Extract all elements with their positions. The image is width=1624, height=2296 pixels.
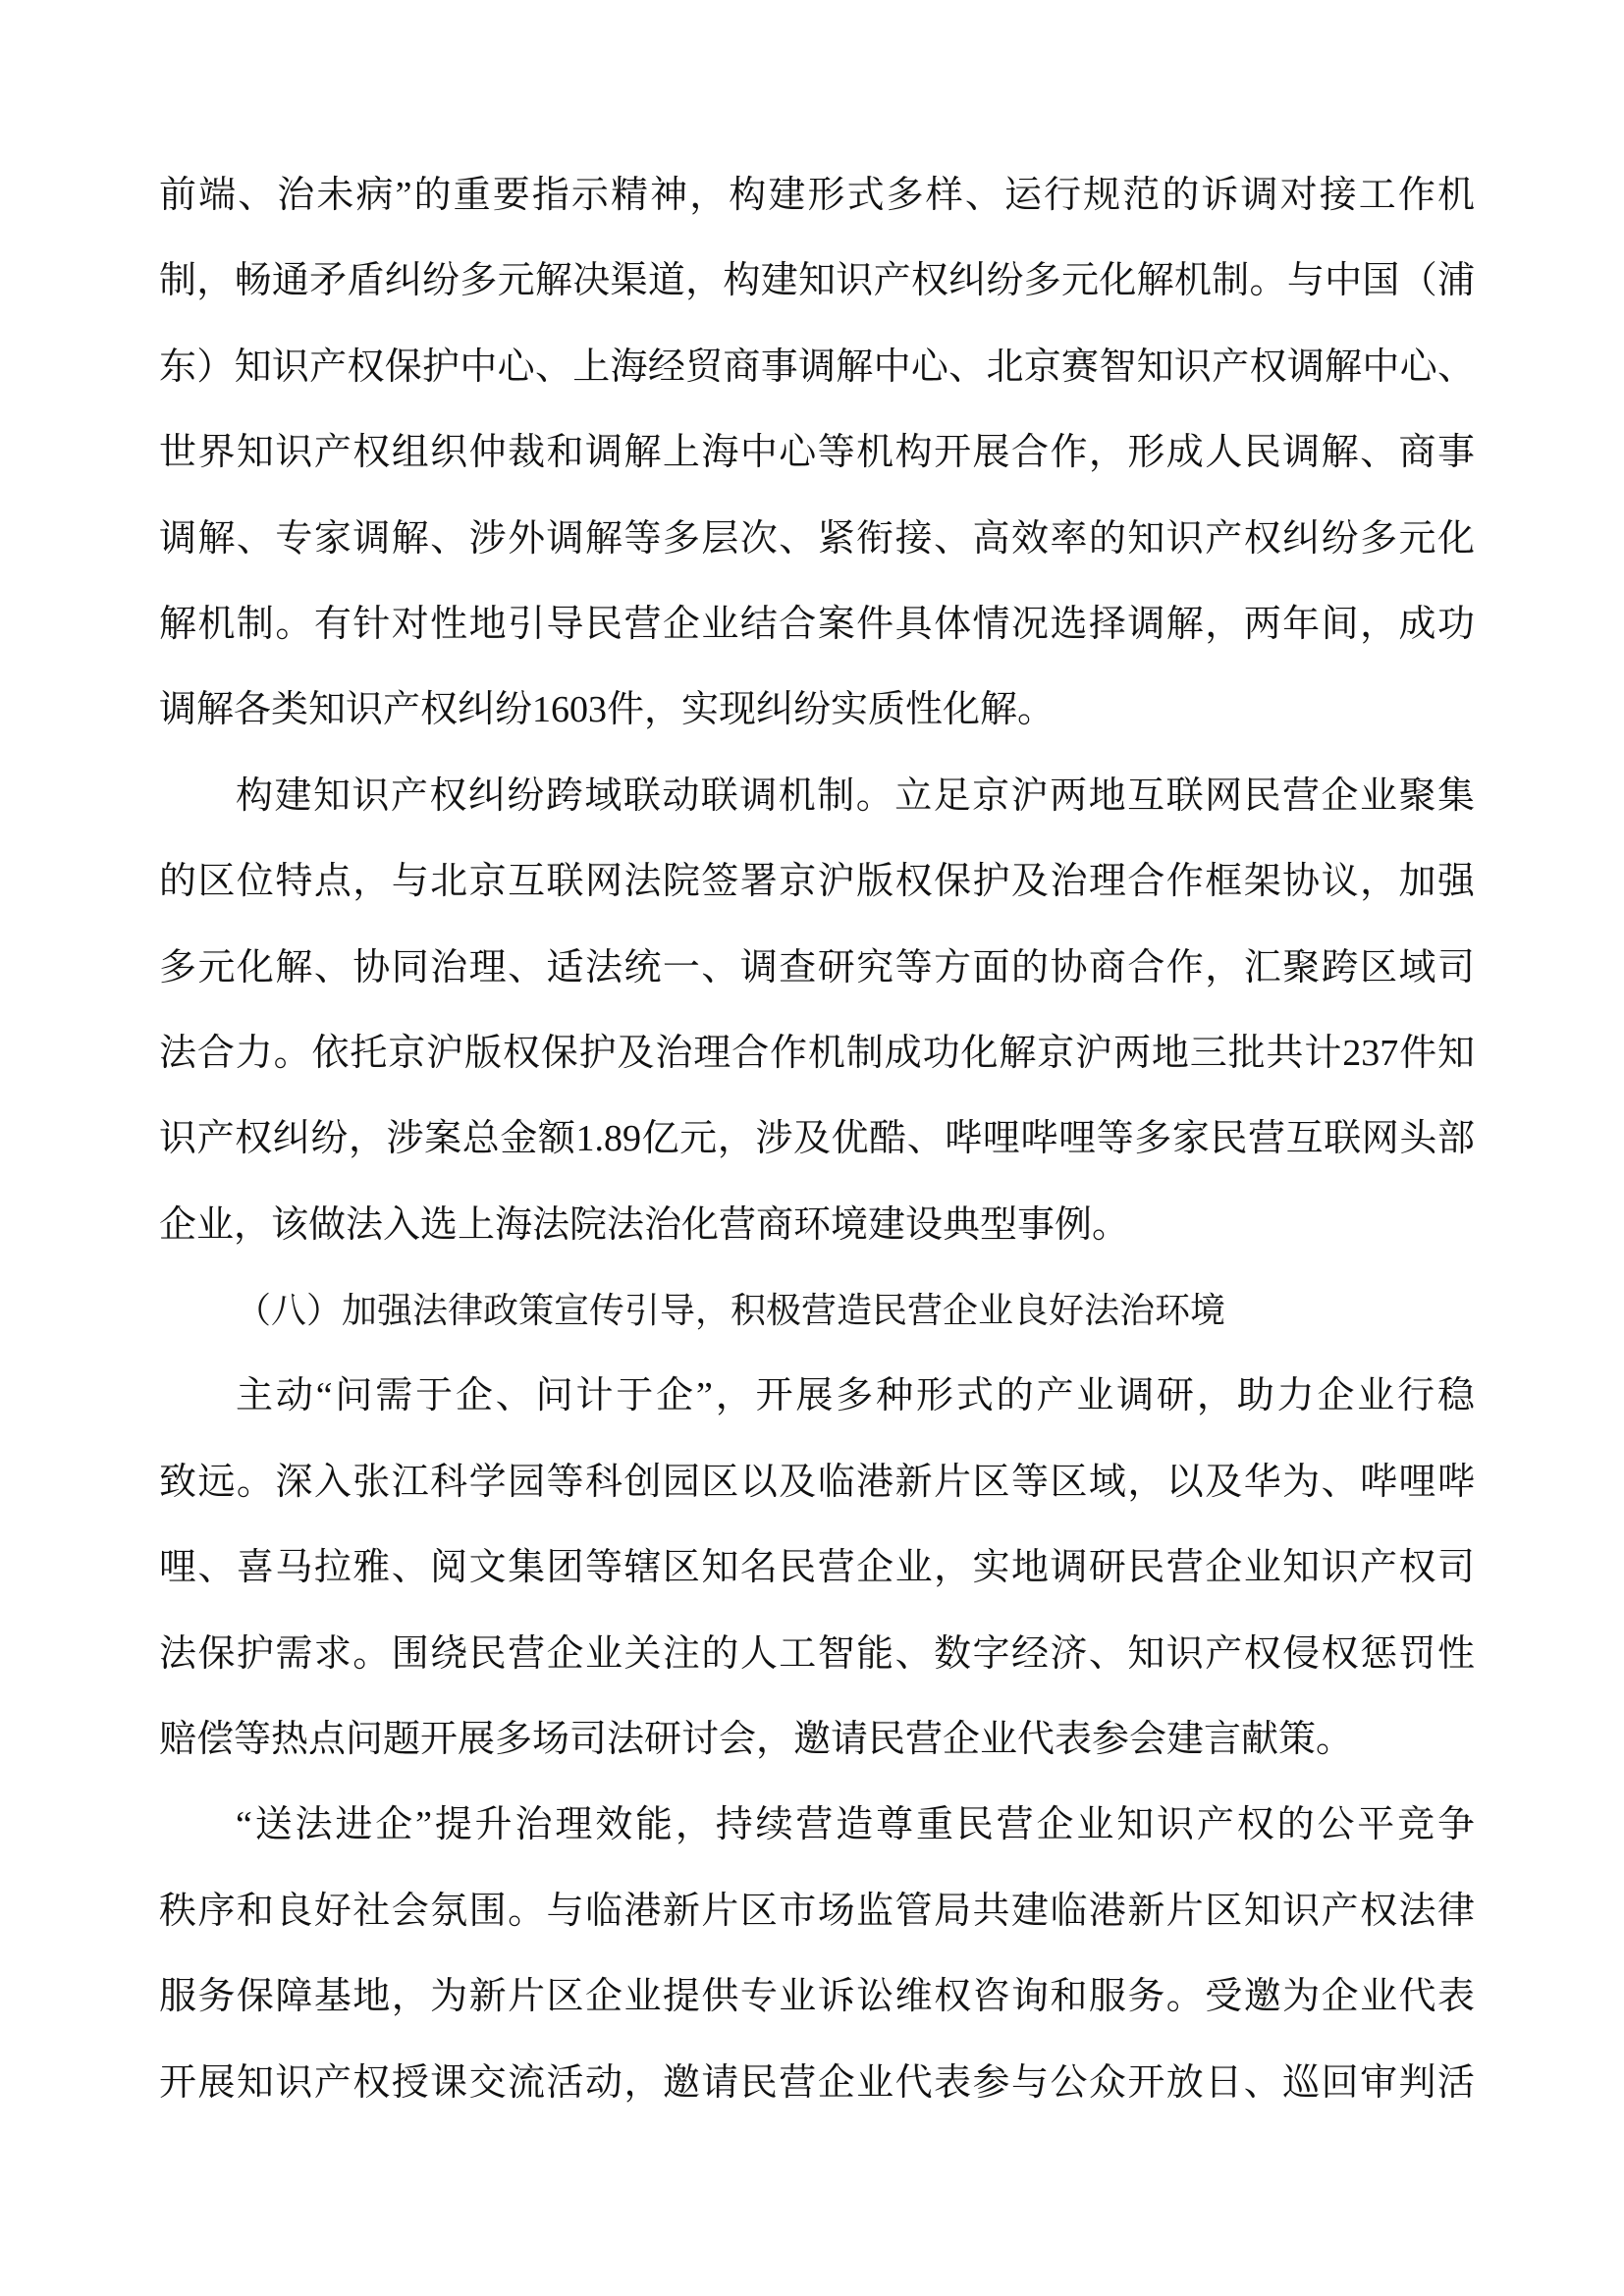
body-paragraph [159,153,1475,754]
paragraph-line: 法合力。依托京沪版权保护及治理合作机制成功化解京沪两地三批共计237件知 [159,1032,1475,1074]
body-paragraph [159,1783,1475,2126]
paragraph-line: 世界知识产权组织仲裁和调解上海中心等机构开展合作，形成人民调解、商事 [159,432,1475,474]
paragraph-line: 法保护需求。围绕民营企业关注的人工智能、数字经济、知识产权侵权惩罚性 [159,1632,1475,1675]
body-paragraph [159,754,1475,1268]
paragraph-line: 识产权纠纷，涉案总金额1.89亿元，涉及优酷、哔哩哔哩等多家民营互联网头部 [159,1118,1475,1160]
paragraph-line: 构建知识产权纠纷跨域联动联调机制。立足京沪两地互联网民营企业聚集 [236,774,1475,817]
paragraph-line: “送法进企”提升治理效能，持续营造尊重民营企业知识产权的公平竞争 [236,1804,1475,1846]
paragraph-line: 制，畅通矛盾纠纷多元解决渠道，构建知识产权纠纷多元化解机制。与中国（浦 [159,260,1475,302]
document-body [159,153,1475,2126]
paragraph-line: 主动“问需于企、问计于企”，开展多种形式的产业调研，助力企业行稳 [236,1375,1475,1417]
section-heading: （八）加强法律政策宣传引导，积极营造民营企业良好法治环境 [236,1291,1226,1332]
paragraph-line: 秩序和良好社会氛围。与临港新片区市场监管局共建临港新片区知识产权法律 [159,1890,1475,1932]
paragraph-line: 东）知识产权保护中心、上海经贸商事调解中心、北京赛智知识产权调解中心、 [159,346,1475,388]
paragraph-line: 调解、专家调解、涉外调解等多层次、紧衔接、高效率的知识产权纠纷多元化 [159,517,1475,560]
paragraph-line: 哩、喜马拉雅、阅文集团等辖区知名民营企业，实地调研民营企业知识产权司 [159,1547,1475,1589]
paragraph-line: 多元化解、协同治理、适法统一、调查研究等方面的协商合作，汇聚跨区域司 [159,946,1475,988]
paragraph-line: 企业，该做法入选上海法院法治化营商环境建设典型事例。 [159,1203,1130,1246]
paragraph-line: 致远。深入张江科学园等科创园区以及临港新片区等区域，以及华为、哔哩哔 [159,1461,1475,1503]
paragraph-line: 解机制。有针对性地引导民营企业结合案件具体情况选择调解，两年间，成功 [159,603,1475,645]
paragraph-line: 赔偿等热点问题开展多场司法研讨会，邀请民营企业代表参会建言献策。 [159,1719,1354,1761]
paragraph-line: 开展知识产权授课交流活动，邀请民营企业代表参与公众开放日、巡回审判活 [159,2061,1475,2104]
body-paragraph [159,1354,1475,1783]
paragraph-line: 前端、治未病”的重要指示精神，构建形式多样、运行规范的诉调对接工作机 [159,175,1475,216]
paragraph-line: 调解各类知识产权纠纷1603件，实现纠纷实质性化解。 [159,689,1056,731]
paragraph-line: 服务保障基地，为新片区企业提供专业诉讼维权咨询和服务。受邀为企业代表 [159,1976,1475,2018]
paragraph-line: 的区位特点，与北京互联网法院签署京沪版权保护及治理合作框架协议，加强 [159,861,1475,903]
